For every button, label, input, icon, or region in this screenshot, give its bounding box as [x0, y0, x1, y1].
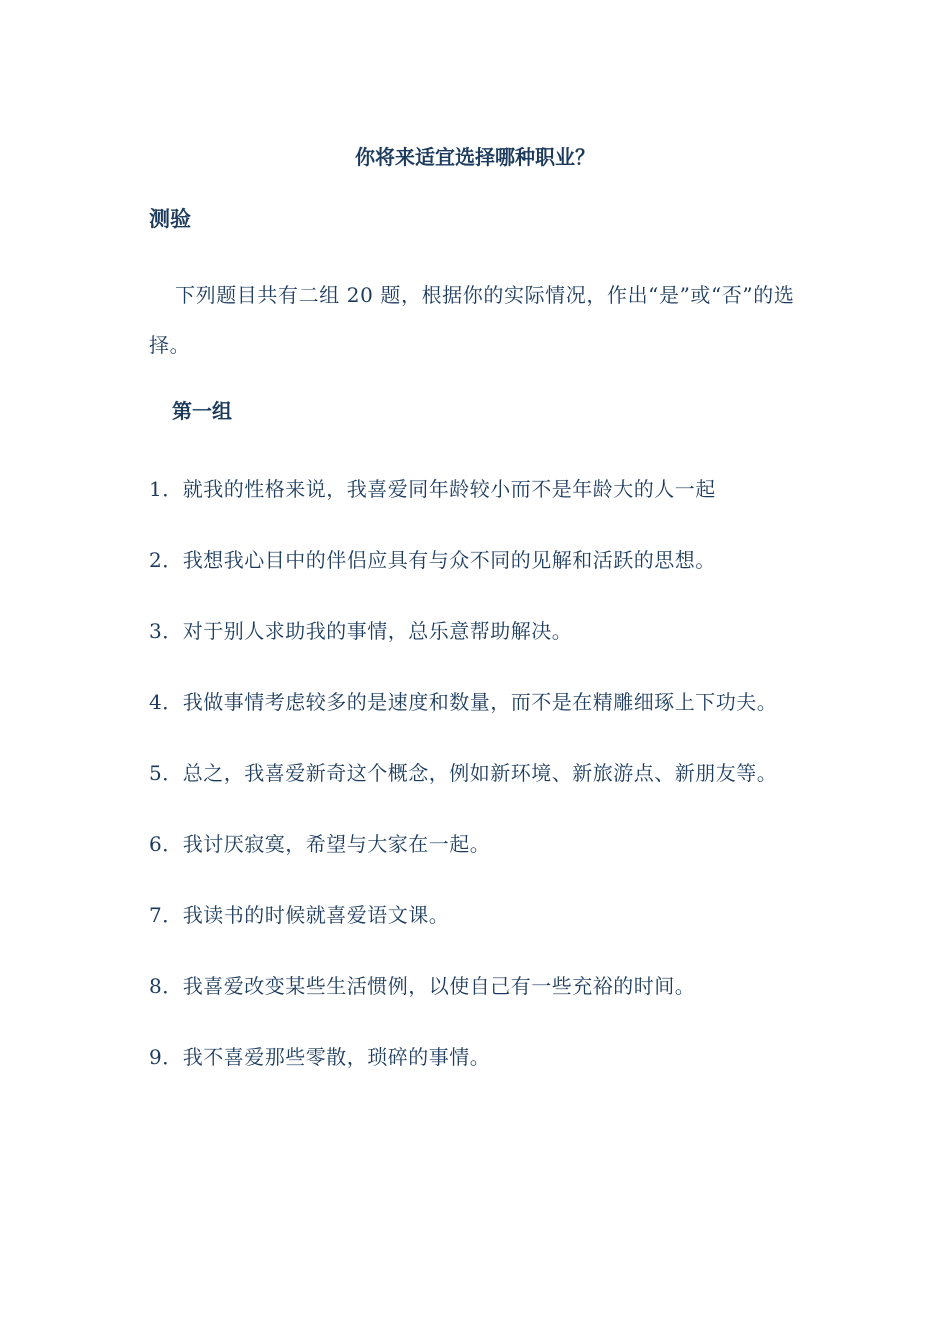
question-item: 9．我不喜爱那些零散，琐碎的事情。: [149, 1045, 491, 1069]
question-list: [149, 464, 809, 1103]
document-title: 你将来适宜选择哪种职业？: [355, 145, 595, 169]
question-item: 3．对于别人求助我的事情，总乐意帮助解决。: [149, 619, 573, 643]
question-item: 4．我做事情考虑较多的是速度和数量，而不是在精雕细琢上下功夫。: [149, 690, 778, 714]
intro-paragraph: 下列题目共有二组 20 题，根据你的实际情况，作出“是”或“否”的选择。: [149, 283, 795, 357]
question-item: 2．我想我心目中的伴侣应具有与众不同的见解和活跃的思想。: [149, 548, 716, 572]
question-item: 8．我喜爱改变某些生活惯例，以使自己有一些充裕的时间。: [149, 974, 696, 998]
question-item: 1．就我的性格来说，我喜爱同年龄较小而不是年龄大的人一起: [149, 477, 716, 501]
question-item: 5．总之，我喜爱新奇这个概念，例如新环境、新旅游点、新朋友等。: [149, 761, 778, 785]
group-label: 第一组: [172, 399, 232, 423]
section-heading: 测验: [149, 206, 191, 231]
question-item: 7．我读书的时候就喜爱语文课。: [149, 903, 450, 927]
question-item: 6．我讨厌寂寞，希望与大家在一起。: [149, 832, 491, 856]
